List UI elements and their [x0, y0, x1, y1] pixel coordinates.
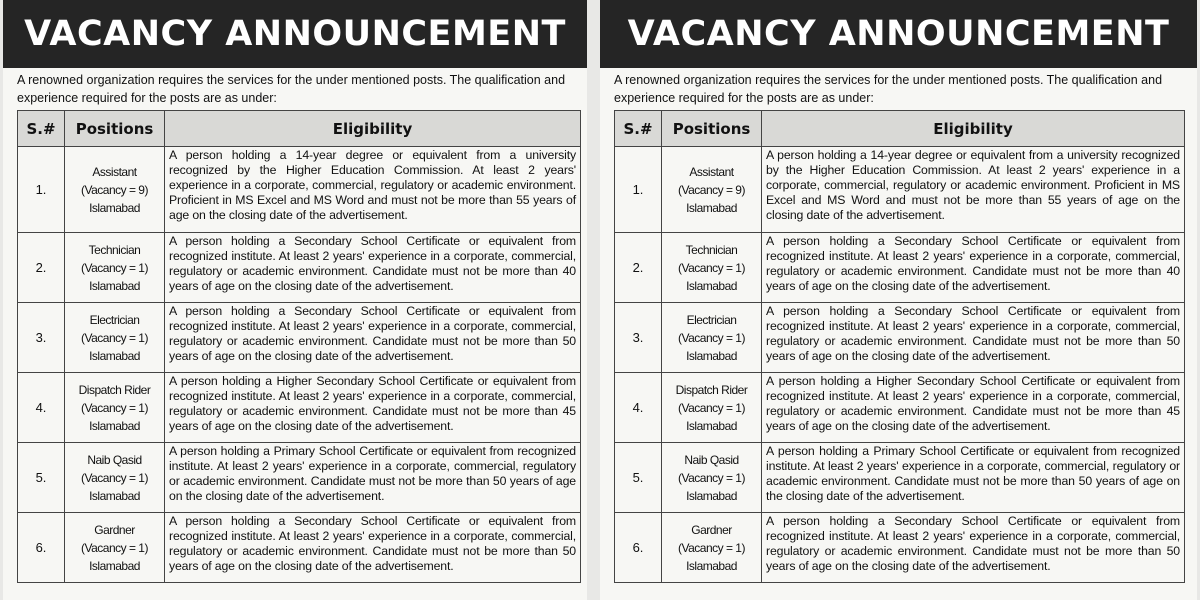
- column-header-eligibility: Eligibility: [762, 111, 1185, 147]
- location: Islamabad: [89, 278, 140, 293]
- position-title: Dispatch Rider: [78, 382, 151, 397]
- table-row: [615, 373, 1185, 443]
- vacancy-count: (Vacancy = 1): [678, 540, 745, 555]
- location: Islamabad: [686, 558, 737, 573]
- vacancy-count: (Vacancy = 1): [81, 330, 148, 345]
- serial-number: 4.: [18, 373, 65, 443]
- table-row: [615, 513, 1185, 583]
- serial-number: 1.: [18, 147, 65, 233]
- eligibility-text: A person holding a Secondary School Certificate or equivalent from recognized institute. At least 2 years' experience in a corporate, commercial, regulatory or academic environment. Candidate must not be more than 50 years of age on the closing date of the advertisement.: [762, 513, 1185, 583]
- column-header-serial: S.#: [615, 111, 662, 147]
- table-row: [615, 303, 1185, 373]
- position-title: Gardner: [94, 522, 135, 537]
- serial-number: 2.: [18, 233, 65, 303]
- eligibility-text: A person holding a Secondary School Certificate or equivalent from recognized institute. At least 2 years' experience in a corporate, commercial, regulatory or academic environment. Candidate must not be more than 40 years of age on the closing date of the advertisement.: [762, 233, 1185, 303]
- table-row: [18, 513, 581, 583]
- serial-number: 5.: [615, 443, 662, 513]
- location: Islamabad: [686, 348, 737, 363]
- intro-text: A renowned organization requires the services for the under mentioned posts. The qualification and experience required for the posts are as under:: [17, 73, 566, 105]
- position-title: Electrician: [89, 312, 140, 327]
- location: Islamabad: [686, 200, 737, 215]
- position-cell: [65, 233, 165, 303]
- position-title: Gardner: [691, 522, 732, 537]
- table-row: [615, 443, 1185, 513]
- position-cell: [662, 513, 762, 583]
- eligibility-text: A person holding a Higher Secondary School Certificate or equivalent from recognized institute. At least 2 years' experience in a corporate, commercial, regulatory or academic environment. Candidate must not be more than 45 years of age on the closing date of the advertisement.: [165, 373, 581, 443]
- table-row: [18, 443, 581, 513]
- position-cell: [65, 303, 165, 373]
- serial-number: 1.: [615, 147, 662, 233]
- position-title: Assistant: [689, 164, 734, 179]
- intro-text: A renowned organization requires the services for the under mentioned posts. The qualification and experience required for the posts are as under:: [614, 73, 1163, 105]
- eligibility-text: A person holding a Secondary School Certificate or equivalent from recognized institute. At least 2 years' experience in a corporate, commercial, regulatory or academic environment. Candidate must not be more than 50 years of age on the closing date of the advertisement.: [165, 513, 581, 583]
- vacancy-count: (Vacancy = 1): [678, 400, 745, 415]
- serial-number: 4.: [615, 373, 662, 443]
- location: Islamabad: [89, 558, 140, 573]
- position-title: Naib Qasid: [684, 452, 739, 467]
- vacancy-count: (Vacancy = 9): [81, 182, 148, 197]
- serial-number: 2.: [615, 233, 662, 303]
- announcement-title: VACANCY ANNOUNCEMENT: [3, 0, 587, 68]
- location: Islamabad: [89, 348, 140, 363]
- eligibility-text: A person holding a 14-year degree or equivalent from a university recognized by the Higher Education Commission. At least 2 years' experience in a corporate, commercial, regulatory or academic environment. Proficient in MS Excel and MS Word and must not be more than 55 years of age on the closing date of the advertisement.: [165, 147, 581, 233]
- announcement-title: VACANCY ANNOUNCEMENT: [600, 0, 1197, 68]
- position-title: Assistant: [92, 164, 137, 179]
- table-row: [615, 233, 1185, 303]
- table-row: [18, 373, 581, 443]
- position-title: Dispatch Rider: [675, 382, 748, 397]
- location: Islamabad: [686, 488, 737, 503]
- vacancy-count: (Vacancy = 1): [678, 330, 745, 345]
- position-title: Electrician: [686, 312, 737, 327]
- eligibility-text: A person holding a Secondary School Certificate or equivalent from recognized institute. At least 2 years' experience in a corporate, commercial, regulatory or academic environment. Candidate must not be more than 40 years of age on the closing date of the advertisement.: [165, 233, 581, 303]
- vacancy-table: [614, 110, 1185, 583]
- position-cell: [662, 233, 762, 303]
- position-cell: [662, 303, 762, 373]
- location: Islamabad: [89, 418, 140, 433]
- position-cell: [65, 513, 165, 583]
- eligibility-text: A person holding a Higher Secondary School Certificate or equivalent from recognized institute. At least 2 years' experience in a corporate, commercial, regulatory or academic environment. Candidate must not be more than 45 years of age on the closing date of the advertisement.: [762, 373, 1185, 443]
- position-title: Technician: [685, 242, 738, 257]
- eligibility-text: A person holding a Secondary School Certificate or equivalent from recognized institute. At least 2 years' experience in a corporate, commercial, regulatory or academic environment. Candidate must not be more than 50 years of age on the closing date of the advertisement.: [762, 303, 1185, 373]
- serial-number: 5.: [18, 443, 65, 513]
- column-header-eligibility: Eligibility: [165, 111, 581, 147]
- eligibility-text: A person holding a 14-year degree or equivalent from a university recognized by the Higher Education Commission. At least 2 years' experience in a corporate, commercial, regulatory or academic environment. Proficient in MS Excel and MS Word and must not be more than 55 years of age on the closing date of the advertisement.: [762, 147, 1185, 233]
- column-header-serial: S.#: [18, 111, 65, 147]
- position-cell: [662, 373, 762, 443]
- location: Islamabad: [686, 278, 737, 293]
- eligibility-text: A person holding a Secondary School Certificate or equivalent from recognized institute. At least 2 years' experience in a corporate, commercial, regulatory or academic environment. Candidate must not be more than 50 years of age on the closing date of the advertisement.: [165, 303, 581, 373]
- position-cell: [65, 443, 165, 513]
- position-title: Technician: [88, 242, 141, 257]
- serial-number: 6.: [615, 513, 662, 583]
- table-header-row: [18, 111, 581, 147]
- column-header-positions: Positions: [65, 111, 165, 147]
- vacancy-count: (Vacancy = 1): [81, 400, 148, 415]
- vacancy-count: (Vacancy = 1): [81, 260, 148, 275]
- position-title: Naib Qasid: [87, 452, 142, 467]
- location: Islamabad: [686, 418, 737, 433]
- vacancy-count: (Vacancy = 1): [81, 540, 148, 555]
- serial-number: 3.: [615, 303, 662, 373]
- vacancy-count: (Vacancy = 1): [678, 260, 745, 275]
- table-row: [18, 147, 581, 233]
- advertisement-panel-right: [600, 0, 1197, 600]
- table-row: [18, 233, 581, 303]
- table-row: [615, 147, 1185, 233]
- serial-number: 3.: [18, 303, 65, 373]
- advertisement-panel-left: [3, 0, 587, 600]
- position-cell: [662, 147, 762, 233]
- table-row: [18, 303, 581, 373]
- column-header-positions: Positions: [662, 111, 762, 147]
- position-cell: [65, 373, 165, 443]
- serial-number: 6.: [18, 513, 65, 583]
- eligibility-text: A person holding a Primary School Certificate or equivalent from recognized institute. At least 2 years' experience in a corporate, commercial, regulatory or academic environment. Candidate must not be more than 50 years of age on the closing date of the advertisement.: [165, 443, 581, 513]
- vacancy-count: (Vacancy = 9): [678, 182, 745, 197]
- location: Islamabad: [89, 200, 140, 215]
- position-cell: [662, 443, 762, 513]
- eligibility-text: A person holding a Primary School Certificate or equivalent from recognized institute. At least 2 years' experience in a corporate, commercial, regulatory or academic environment. Candidate must not be more than 50 years of age on the closing date of the advertisement.: [762, 443, 1185, 513]
- vacancy-table: [17, 110, 581, 583]
- location: Islamabad: [89, 488, 140, 503]
- table-header-row: [615, 111, 1185, 147]
- position-cell: [65, 147, 165, 233]
- vacancy-count: (Vacancy = 1): [81, 470, 148, 485]
- vacancy-count: (Vacancy = 1): [678, 470, 745, 485]
